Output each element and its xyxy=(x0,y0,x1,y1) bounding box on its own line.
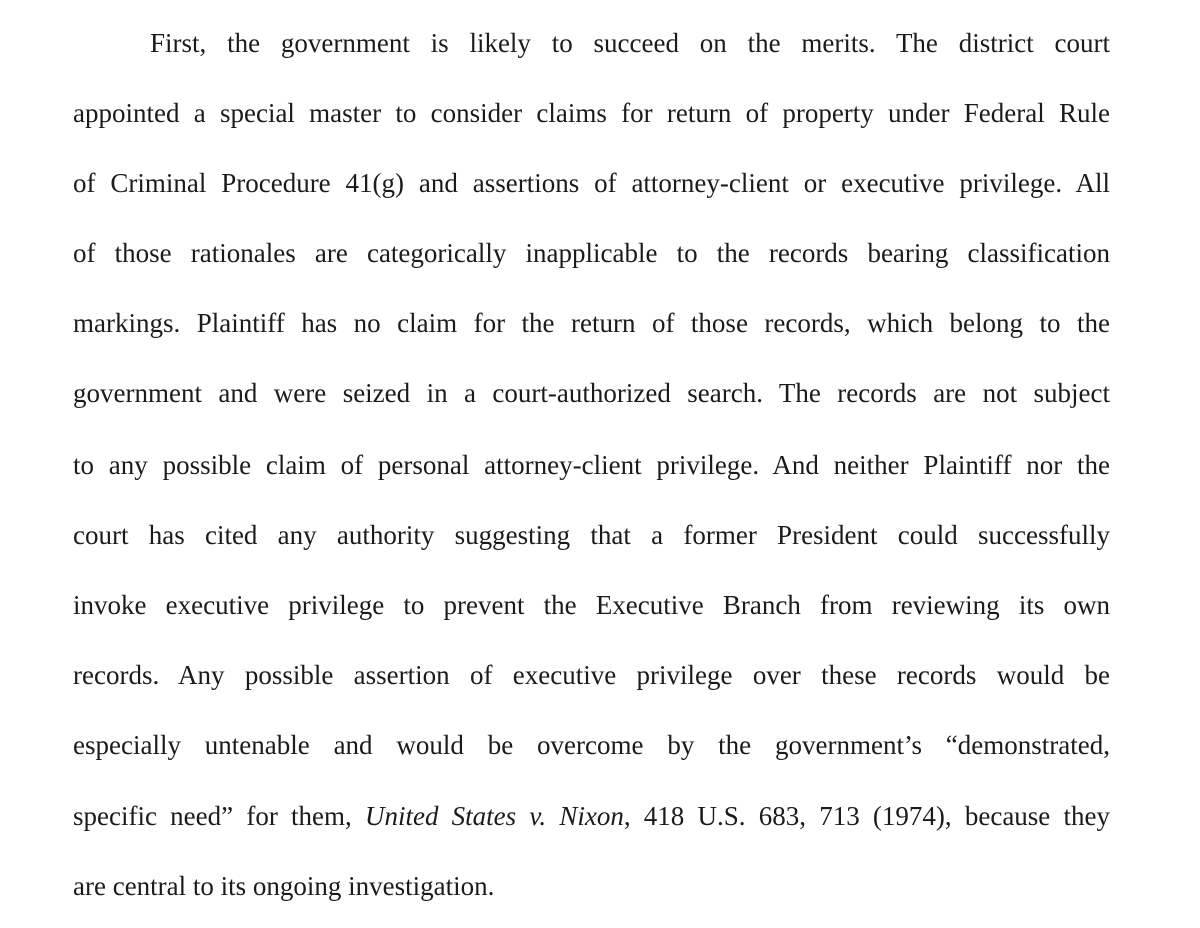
paragraph-line-4: of those rationales are categorically inapplicable to the records bearing classification xyxy=(73,238,1110,268)
paragraph-line-12 xyxy=(73,803,1110,830)
paragraph-line-2: appointed a special master to consider claims for return of property under Federal Rule xyxy=(73,98,1110,128)
paragraph-line-1: First, the government is likely to succeed on the merits. The district court xyxy=(150,28,1110,58)
paragraph-line-11: especially untenable and would be overcome by the government’s “demonstrated, xyxy=(73,730,1110,760)
paragraph-line-10: records. Any possible assertion of executive privilege over these records would be xyxy=(73,660,1110,690)
paragraph-line-3: of Criminal Procedure 41(g) and assertions of attorney-client or executive privilege. All xyxy=(73,168,1110,198)
paragraph-line-13: are central to its ongoing investigation. xyxy=(73,871,495,901)
paragraph-line-6: government and were seized in a court-authorized search. The records are not subject xyxy=(73,378,1110,408)
paragraph-line-7: to any possible claim of personal attorney-client privilege. And neither Plaintiff nor the xyxy=(73,450,1110,480)
case-citation: United States v. Nixon xyxy=(364,801,624,831)
paragraph-line-8: court has cited any authority suggesting that a former President could successfully xyxy=(73,520,1110,550)
line-12-text-after: , 418 U.S. 683, 713 (1974), because they xyxy=(623,801,1110,831)
paragraph-line-5: markings. Plaintiff has no claim for the return of those records, which belong to the xyxy=(73,308,1110,338)
line-12-text-before: specific need” for them, xyxy=(73,801,352,831)
paragraph-line-9: invoke executive privilege to prevent the Executive Branch from reviewing its own xyxy=(73,590,1110,620)
